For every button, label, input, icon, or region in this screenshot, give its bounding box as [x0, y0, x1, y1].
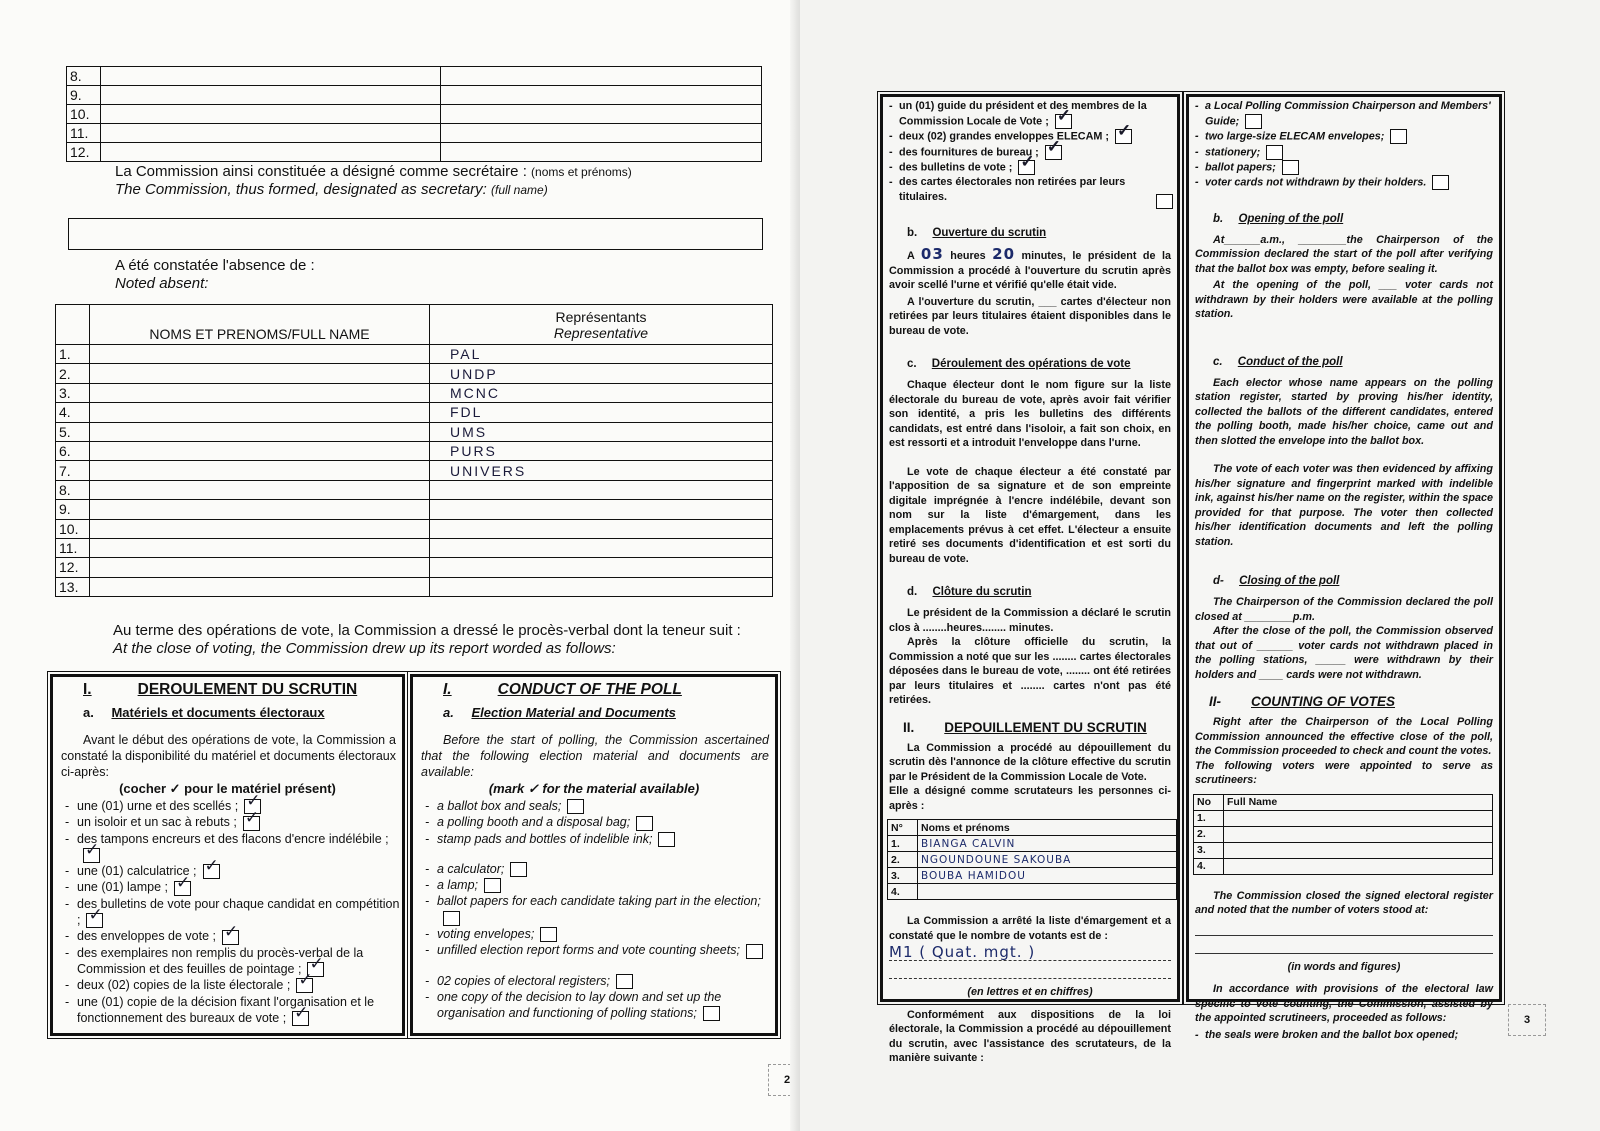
opening-text-fr [883, 241, 1177, 293]
section-conduct-en [410, 674, 778, 1036]
absent-rep-cell[interactable] [430, 538, 773, 557]
list-item [425, 893, 775, 926]
checkbox-empty[interactable] [1156, 194, 1173, 209]
secretary-label-fr [115, 162, 632, 182]
sub-title-text: Opening of the poll [1238, 212, 1344, 225]
intro-fr: Avant le début des opérations de vote, la Commission a constaté la disponibilité du matériel et documents électoraux ci-après: [61, 733, 396, 779]
sub-title-text: Matériels et documents électoraux [111, 705, 325, 720]
table-row: 9. [67, 86, 762, 105]
item-label: voter cards not withdrawn by their holders. [1205, 176, 1427, 189]
materials-list-fr [53, 798, 402, 1026]
item-label: a Local Polling Commission Chairperson and Members' Guide; [1205, 100, 1491, 128]
list-item [425, 831, 775, 847]
sub-letter: a. [443, 705, 454, 720]
sub-title-text: Election Material and Documents [471, 705, 676, 720]
table-row: 12. [56, 558, 773, 577]
table-row: 1. [1194, 810, 1493, 826]
checkbox-checked[interactable] [243, 816, 260, 831]
conduct-text-2-en: The vote of each voter was then evidenced by affixing his/her signature and fingerprint marked with indelible ink, against his/her name on the register, within the space provided for that purpose. The voter then collected his/her identification documents and left the polling station. [1195, 463, 1493, 548]
table-row: 3. [1194, 842, 1493, 858]
checkbox-empty[interactable] [484, 878, 501, 893]
voters-count-line-fr[interactable] [889, 961, 1171, 979]
sub-letter: b. [907, 227, 918, 240]
item-label: des cartes électorales non retirées par leurs titulaires. [899, 176, 1126, 204]
member-name-cell[interactable] [101, 143, 441, 162]
absent-label-en [115, 274, 208, 293]
absent-rep-cell[interactable] [430, 519, 773, 538]
conduct-text-2-fr: Le vote de chaque électeur a été constaté par l'apposition de sa signature et de son empreinte digitale imprégnée à l'encre indélébile, devant son nom sur la liste d'émargement, dans les emplacements prévus à cet effet. L'électeur a ensuite retiré ses documents d'identification et est sorti du bureau de vote. [889, 465, 1171, 565]
scrutineer-name-cell[interactable] [1224, 810, 1493, 826]
closing-text-1-en: The Chairperson of the Commission declared the poll closed at ________p.m. [1195, 596, 1493, 623]
list-item: - the seals were broken and the ballot box opened; [1195, 1028, 1495, 1043]
scrutineers-table-fr [887, 819, 1177, 900]
scrutineer-name-cell[interactable]: NGOUNDOUNE SAKOUBA [918, 852, 1177, 868]
absent-name-cell[interactable] [90, 403, 430, 422]
list-item [65, 814, 402, 830]
checkbox-empty[interactable] [540, 927, 557, 942]
conduct-text-1-en: Each elector whose name appears on the polling station register, started by proving his/her identity, collected the ballots of the different candidates, entered the polling booth, made his/her choice, came out and then slotted the envelope into the ballot box. [1195, 376, 1493, 447]
absent-name-cell[interactable] [90, 345, 430, 364]
opening-at: A [907, 250, 915, 263]
header-no: N° [888, 820, 918, 836]
list-item [425, 942, 775, 958]
item-label: des tampons encreurs et des flacons d'encre indélébile ; [77, 831, 389, 846]
item-label: une (01) urne et des scellés ; [77, 799, 239, 813]
subsection-conduct-fr [883, 338, 1177, 372]
secretary-note-fr: (noms et prénoms) [531, 165, 632, 179]
checkbox-empty[interactable] [1282, 160, 1299, 175]
counting-text-2-en: The following voters were appointed to serve as scrutineers: [1195, 759, 1493, 787]
scrutineer-name-cell[interactable]: BOUBA HAMIDOU [918, 868, 1177, 884]
absent-name-cell[interactable] [90, 480, 430, 499]
table-row: 4. [888, 884, 1177, 900]
page-number-right: 3 [1508, 1004, 1546, 1036]
secretary-note-en: (full name) [491, 183, 548, 197]
section-counting-fr [883, 708, 1177, 735]
counting-text-2-fr: Elle a désigné comme scrutateurs les personnes ci-après : [889, 785, 1171, 812]
table-row: 8. [67, 67, 762, 86]
header-name: Full Name [1224, 794, 1493, 810]
list-item [425, 861, 775, 877]
final-text-fr: Conformément aux dispositions de la loi électorale, la Commission a procédé au dépouillement du scrutin, avec l'assistance des scrutateurs, de la manière suivante : [889, 1008, 1171, 1065]
table-row: 12. [67, 143, 762, 162]
member-role-cell[interactable] [441, 143, 762, 162]
item-label: a ballot box and seals; [437, 799, 562, 813]
checkbox-empty[interactable] [510, 862, 527, 877]
absent-rep-cell[interactable]: PURS [430, 441, 773, 460]
table-row: 9. [56, 500, 773, 519]
opening-text-rest: minutes, le président de la Commission a procédé à l'ouverture du scrutin après avoir scellé l'urne et vérifié qu'elle était vide. [889, 250, 1172, 292]
absent-text-en: Noted absent: [115, 275, 209, 292]
subsection-opening-fr [883, 205, 1177, 241]
item-label: un isoloir et un sac à rebuts ; [77, 815, 237, 830]
checkbox-empty[interactable] [703, 1006, 720, 1021]
absent-rep-cell[interactable]: UNIVERS [430, 461, 773, 480]
opening-text-en: At______a.m., ________the Chairperson of the Commission declared the start of the poll after verifying that the ballot box was empty, before sealing it. [1195, 233, 1493, 275]
page-number-left: 2 [768, 1064, 806, 1096]
table-row: 7. UNIVERS [56, 461, 773, 480]
table-row: 3. BOUBA HAMIDOU [888, 868, 1177, 884]
sub-letter: b. [1213, 212, 1224, 225]
list-item [889, 160, 1173, 175]
member-name-cell[interactable] [101, 67, 441, 86]
absent-name-cell[interactable] [90, 558, 430, 577]
sub-title-text: Ouverture du scrutin [932, 227, 1047, 240]
list-item [65, 994, 402, 1027]
list-item [425, 973, 775, 989]
item-label: une (01) calculatrice ; [77, 864, 197, 879]
materials-list-fr-continued [883, 97, 1177, 205]
section-title-text: DEPOUILLEMENT DU SCRUTIN [944, 719, 1147, 735]
absent-rep-cell[interactable] [430, 480, 773, 499]
table-row: 11. [67, 124, 762, 143]
subsection-closing-en [1189, 549, 1499, 589]
section-en-continued [1186, 94, 1502, 1041]
section-conduct-fr [50, 674, 405, 1036]
table-row: 11. [56, 538, 773, 557]
member-name-cell[interactable] [101, 124, 441, 143]
sub-title-text: Déroulement des opérations de vote [931, 358, 1131, 371]
section-counting-en [1189, 682, 1499, 709]
member-role-cell[interactable] [441, 86, 762, 105]
table-row: 10. [56, 519, 773, 538]
item-label: des fournitures de bureau ; [899, 146, 1039, 159]
list-item [889, 175, 1173, 205]
table-row: 13. [56, 577, 773, 596]
item-label: a lamp; [437, 878, 478, 893]
member-name-cell[interactable] [101, 105, 441, 124]
opening-hours-label: heures [950, 250, 986, 263]
checkbox-empty[interactable] [567, 799, 584, 814]
list-item [65, 863, 402, 879]
checkbox-checked[interactable] [1045, 145, 1062, 160]
subsection-title-fr [53, 699, 402, 720]
absent-name-cell[interactable] [90, 364, 430, 383]
list-item [1195, 99, 1495, 129]
scrutineers-table-en [1193, 794, 1493, 875]
checkbox-empty[interactable] [1266, 145, 1283, 160]
item-label: des bulletins de vote ; [899, 161, 1013, 174]
scrutineer-name-cell[interactable]: BIANGA CALVIN [918, 836, 1177, 852]
checkbox-checked[interactable] [292, 1011, 309, 1026]
member-role-cell[interactable] [441, 124, 762, 143]
item-label: des exemplaires non remplis du procès-verbal de la Commission et des feuilles de pointage ; [77, 945, 364, 976]
absent-rep-cell[interactable]: UMS [430, 422, 773, 441]
item-label: ballot papers; [1205, 161, 1276, 174]
secretary-text-en: The Commission, thus formed, designated as secretary: [115, 181, 487, 198]
absent-table [55, 304, 773, 597]
absent-name-cell[interactable] [90, 422, 430, 441]
item-label: unfilled election report forms and vote counting sheets; [437, 943, 740, 958]
list-item [65, 831, 402, 864]
list-item [889, 129, 1173, 144]
secretary-field[interactable] [68, 218, 763, 250]
section-roman: II- [1209, 694, 1221, 710]
sub-title-text: Conduct of the poll [1237, 355, 1343, 368]
sub-title-text: Closing of the poll [1239, 575, 1340, 588]
checkbox-checked[interactable] [174, 881, 191, 896]
list-item [425, 798, 775, 814]
list-item [65, 798, 402, 814]
section-title-en [413, 677, 775, 699]
list-item [425, 989, 775, 1022]
absent-name-cell[interactable] [90, 383, 430, 402]
table-row: 4. FDL [56, 403, 773, 422]
table-row: 2. [1194, 826, 1493, 842]
final-text-en: In accordance with provisions of the electoral law specific to vote counting, the Commission, assisted by the appointed scrutineers, proceeded as follows: [1195, 983, 1493, 1025]
subsection-closing-fr [883, 566, 1177, 600]
opening-cards-fr: A l'ouverture du scrutin, ___ cartes d'électeur non retirées par leurs titulaires étaient disponibles dans le bureau de vote. [889, 295, 1171, 337]
closing-text-1-fr: Le président de la Commission a déclaré le scrutin clos à ........heures........ minutes. [889, 607, 1171, 634]
item-label: stamp pads and bottles of indelible ink; [437, 831, 653, 846]
table-row: 10. [67, 105, 762, 124]
materials-list-en-continued [1189, 97, 1499, 191]
voters-note-fr: (en lettres et en chiffres) [967, 986, 1093, 999]
checkbox-checked[interactable] [296, 978, 313, 993]
list-item [1195, 175, 1495, 190]
item-label: des bulletins de vote pour chaque candidat en compétition ; [77, 896, 400, 928]
item-label: des enveloppes de vote ; [77, 929, 216, 944]
absent-rep-cell[interactable] [430, 500, 773, 519]
item-label: stationery; [1205, 146, 1261, 159]
item-label: un (01) guide du président et des membres de la Commission Locale de Vote ; [899, 100, 1147, 128]
table-header-row [1194, 794, 1493, 810]
section-roman: I. [443, 681, 452, 698]
checkbox-empty[interactable] [1390, 129, 1407, 144]
item-label: voting envelopes; [437, 927, 535, 942]
voters-text-en: The Commission closed the signed electoral register and noted that the number of voters stood at: [1195, 889, 1493, 917]
absent-rep-cell[interactable]: MCNC [430, 383, 773, 402]
absent-rep-cell[interactable]: UNDP [430, 364, 773, 383]
subsection-title-en [413, 699, 775, 720]
absent-rep-cell[interactable] [430, 577, 773, 596]
header-rep-fr: Représentants [555, 308, 647, 325]
list-item [1195, 145, 1495, 160]
item-label: one copy of the decision to lay down and set up the organisation and functioning of polling stations; [437, 989, 722, 1021]
section-title-text: CONDUCT OF THE POLL [497, 681, 682, 698]
opening-hours-field[interactable]: 03 [920, 245, 944, 264]
member-name-cell[interactable] [101, 86, 441, 105]
list-item [1195, 160, 1495, 175]
item-label: une (01) lampe ; [77, 880, 169, 895]
checkbox-checked[interactable] [1115, 129, 1132, 144]
list-item [425, 877, 775, 893]
header-name: Noms et prénoms [918, 820, 1177, 836]
section-title-fr [53, 677, 402, 699]
absent-name-cell[interactable] [90, 577, 430, 596]
table-header-row [888, 820, 1177, 836]
checkbox-empty[interactable] [616, 974, 633, 989]
opening-cards-en: At the opening of the poll, ___ voter cards not withdrawn by their holders were available at the polling station. [1195, 279, 1493, 321]
list-item [425, 814, 775, 830]
voters-note-en: (in words and figures) [1287, 960, 1401, 973]
absent-name-cell[interactable] [90, 500, 430, 519]
closing-text-2-fr: Après la clôture officielle du scrutin, la Commission a noté que sur les ........ cartes électorales déposées dans le bureau de vote, ........ ont été retirées par leurs titulaires et ........ cartes n'ont pas été retirées. [889, 636, 1171, 707]
closing-text-2-en: After the close of the poll, the Commission observed that out of ______ voter cards not withdrawn placed in the polling stations, _____ were withdrawn by their holders and ____ cards were not withdrawn. [1195, 625, 1493, 681]
absent-label-fr: A été constatée l'absence de : [115, 257, 315, 274]
voters-count-line-en[interactable] [1195, 936, 1493, 954]
checkbox-empty[interactable] [636, 816, 653, 831]
table-row: 2. UNDP [56, 364, 773, 383]
checkbox-empty[interactable] [1432, 175, 1449, 190]
members-table [66, 66, 762, 162]
closing-text-en: At the close of voting, the Commission drew up its report worded as follows: [113, 640, 616, 657]
absent-name-cell[interactable] [90, 519, 430, 538]
final-list-en [1189, 1026, 1499, 1043]
closing-text-fr: Au terme des opérations de vote, la Commission a dressé le procès-verbal dont la teneur suit : [113, 622, 741, 639]
absent-name-cell[interactable] [90, 461, 430, 480]
section-roman: I. [83, 681, 92, 698]
absent-rep-cell[interactable]: FDL [430, 403, 773, 422]
header-rep-en: Representative [553, 324, 649, 341]
header-no: No [1194, 794, 1224, 810]
sub-letter: d. [907, 586, 918, 599]
absent-name-cell[interactable] [90, 441, 430, 460]
counting-text-1-en: Right after the Chairperson of the Local Polling Commission announced the effective close of the poll, the Commission proceeded to check and count the votes. [1195, 716, 1493, 758]
table-row: 6. PURS [56, 441, 773, 460]
list-item [1195, 129, 1495, 144]
sub-letter: c. [1213, 355, 1223, 368]
list-item [425, 926, 775, 942]
checkbox-empty[interactable] [1245, 114, 1262, 129]
table-row: 4. [1194, 858, 1493, 874]
check-note-en: (mark ✓ for the material available) [488, 781, 700, 796]
absent-name-cell[interactable] [90, 538, 430, 557]
voters-count-field-fr[interactable]: M1 ( Quat. mgt. ) [889, 943, 1171, 961]
subsection-conduct-en [1189, 322, 1499, 370]
table-row: 5. UMS [56, 422, 773, 441]
checkbox-checked[interactable] [203, 864, 220, 879]
item-label: ballot papers for each candidate taking part in the election; [437, 894, 761, 909]
item-label: deux (02) grandes enveloppes ELECAM ; [899, 130, 1109, 143]
opening-minutes-field[interactable]: 20 [992, 245, 1016, 264]
section-title-text: DEROULEMENT DU SCRUTIN [137, 681, 358, 698]
sub-title-text: Clôture du scrutin [932, 586, 1032, 599]
list-item [65, 977, 402, 993]
checkbox-checked[interactable] [1055, 114, 1072, 129]
list-item [65, 928, 402, 944]
header-representative [430, 305, 773, 345]
scrutineer-name-cell[interactable] [1224, 858, 1493, 874]
scrutineer-name-cell[interactable] [1224, 826, 1493, 842]
sub-letter: c. [907, 358, 917, 371]
item-label: deux (02) copies de la liste électorale ; [77, 978, 291, 993]
table-row: 2. NGOUNDOUNE SAKOUBA [888, 852, 1177, 868]
checkbox-empty[interactable] [443, 911, 460, 926]
voters-count-field-en[interactable] [1195, 918, 1493, 936]
checkbox-checked[interactable] [86, 913, 103, 928]
conduct-text-1-fr: Chaque électeur dont le nom figure sur la liste électorale du bureau de vote, après avoir fait vérifier son identité, a pris les bulletins des différents candidats, est entré dans l'isoloir, a fait son choix, en est ressorti et a introduit l'enveloppe dans l'urne. [889, 379, 1171, 450]
subsection-opening-en [1189, 191, 1499, 227]
section-roman: II. [903, 719, 915, 735]
check-note-fr: (cocher ✓ pour le matériel présent) [119, 781, 336, 796]
materials-list-en [413, 798, 775, 1022]
table-row: 1. PAL [56, 345, 773, 364]
member-role-cell[interactable] [441, 105, 762, 124]
section-fr-continued [880, 94, 1180, 1065]
counting-text-1-fr: La Commission a procédé au dépouillement du scrutin dès l'annonce de la clôture effective du scrutin par le Président de la Commission Locale de Vote. [889, 741, 1171, 783]
item-label: une (01) copie de la décision fixant l'organisation et le fonctionnement des bureaux de vote ; [77, 994, 375, 1025]
secretary-text-fr: La Commission ainsi constituée a désigné comme secrétaire : [115, 163, 527, 180]
intro-en: Before the start of polling, the Commission ascertained that the following election material and documents are available: [421, 733, 769, 779]
sub-letter: a. [83, 705, 94, 720]
header-full-name: NOMS ET PRENOMS/FULL NAME [90, 305, 430, 345]
item-label: a polling booth and a disposal bag; [437, 815, 631, 830]
absent-rep-cell[interactable] [430, 558, 773, 577]
list-item [65, 945, 402, 978]
absent-rep-cell[interactable]: PAL [430, 345, 773, 364]
checkbox-empty[interactable] [658, 832, 675, 847]
member-role-cell[interactable] [441, 67, 762, 86]
checkbox-checked[interactable] [222, 930, 239, 945]
checkbox-empty[interactable] [746, 944, 763, 959]
item-label: two large-size ELECAM envelopes; [1205, 130, 1385, 143]
checkbox-checked[interactable] [83, 848, 100, 863]
section-title-text: COUNTING OF VOTES [1251, 694, 1396, 710]
right-page [800, 0, 1600, 1131]
table-header-row [56, 305, 773, 345]
scrutineer-name-cell[interactable] [918, 884, 1177, 900]
secretary-label-en [115, 180, 548, 200]
table-row: 8. [56, 480, 773, 499]
voters-text-fr: La Commission a arrêté la liste d'émargement et a constaté que le nombre de votants est de : [889, 915, 1171, 942]
table-row: 3. MCNC [56, 383, 773, 402]
item-label: 02 copies of electoral registers; [437, 973, 611, 988]
scrutineer-name-cell[interactable] [1224, 842, 1493, 858]
item-label: a calculator; [437, 861, 505, 876]
header-no [56, 305, 90, 345]
checkbox-checked[interactable] [1018, 160, 1035, 175]
sub-letter: d- [1213, 575, 1224, 588]
table-row: 1. BIANGA CALVIN [888, 836, 1177, 852]
list-item [65, 879, 402, 895]
